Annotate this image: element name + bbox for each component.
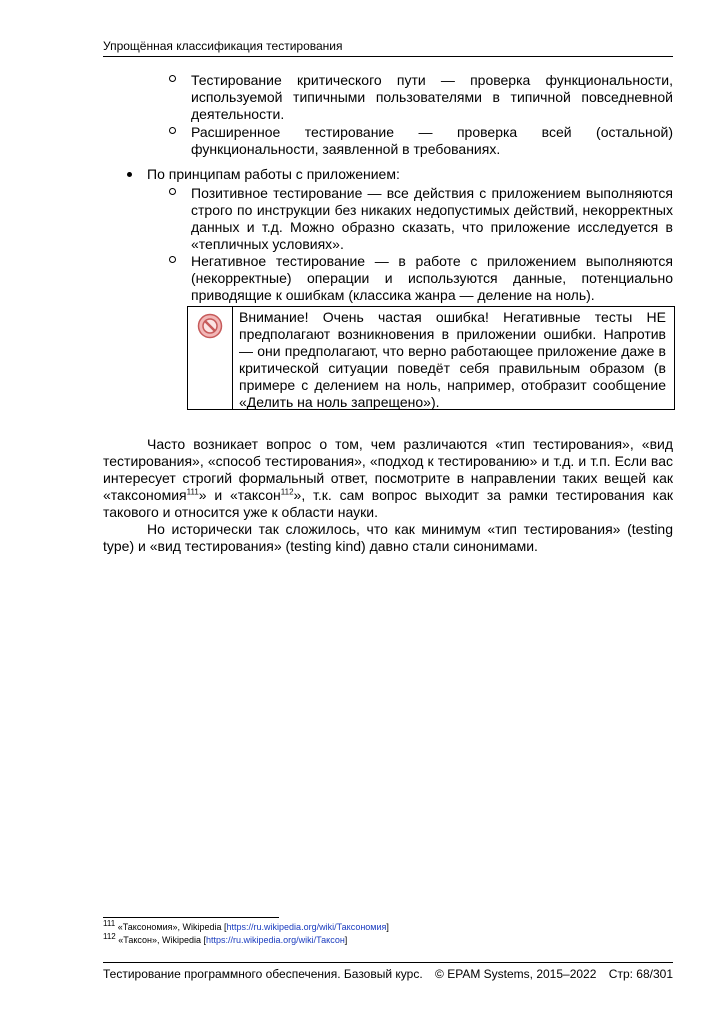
footer-page-number: Стр: 68/301 [608,967,673,981]
footnote-number: 111 [103,919,116,928]
footer-copyright: © EPAM Systems, 2015–2022 [435,967,597,981]
list-item-extended: Расширенное тестирование — проверка всей (остальной) функциональности, заявленной в требованиях. [191,124,673,157]
footnote-number: 112 [103,932,116,941]
paragraph-text: Часто возникает вопрос о том, чем различаются «тип тестирования», «вид тестирования», «способ тестирования», «подход к тестированию» и т.д. и т.п. Если вас интересует строгий формальный ответ, посмотрите в направлении таких вещей как «таксономия [103,436,673,503]
circle-bullet-icon [169,188,176,195]
footnote-text: «Таксон», Wikipedia [ [118,935,207,945]
warning-icon-cell [188,307,233,409]
header-title: Упрощённая классификация тестирования [103,39,343,53]
list-item [171,72,673,123]
prohibited-icon [197,313,223,339]
footnote-divider [103,917,279,918]
footer-course: Тестирование программного обеспечения. Базовый курс. [103,967,423,981]
footnote-112 [103,932,673,946]
paragraph-taxonomy [103,436,673,521]
circle-bullet-icon [169,127,176,134]
circle-bullet-icon [169,256,176,263]
footnote-bracket: ] [344,935,348,945]
warning-text: Внимание! Очень частая ошибка! Негативные тесты НЕ предполагают возникновения в приложении ошибки. Напротив — они предполагают, что верно работающее приложение даже в критической ситуации поведёт себя правильным образом (в примере с делением на ноль, например, отобразит сообщение «Делить на ноль запрещено»). [239,309,666,410]
page-footer [103,967,673,981]
list-item-negative: Негативное тестирование — в работе с приложением выполняются (некорректные) операции и используются данные, потенциально приводящие к ошибкам (классика жанра — деление на ноль). [191,253,673,303]
paragraph-text: » и «таксон [198,487,281,503]
paragraph-synonyms: Но исторически так сложилось, что как минимум «тип тестирования» (testing type) и «вид тестирования» (testing kind) давно стали синонимами. [103,521,673,554]
paragraph-text: », т.к. сам вопрос выходит за рамки тестирования как такового и относится уже к области науки. [103,487,673,520]
footer-divider [103,962,673,963]
warning-box [187,306,675,410]
list-item-principles: По принципам работы с приложением: [147,166,400,182]
footnote-bracket: ] [386,922,389,932]
page-header [103,39,673,57]
footnote-111 [103,919,673,933]
list-item [171,124,673,158]
footnote-link[interactable]: https://ru.wikipedia.org/wiki/Таксономия [226,922,387,932]
list-item [127,166,673,183]
list-item-positive: Позитивное тестирование — все действия с приложением выполняются строго по инструкции без никаких недопустимых действий, некорректных данных и т.д. Можно образно сказать, что приложение исследуется в «тепличных условиях». [191,185,673,252]
bullet-icon [127,172,132,177]
footnote-ref-111[interactable]: 111 [186,487,199,497]
list-item [171,185,673,253]
footnote-link[interactable]: https://ru.wikipedia.org/wiki/Таксон [206,935,345,945]
footnote-text: «Таксономия», Wikipedia [ [117,922,227,932]
list-item-critical-path: Тестирование критического пути — проверка функциональности, используемой типичными пользователями в типичной повседневной деятельности. [191,72,673,122]
footnote-ref-112[interactable]: 112 [280,487,294,497]
circle-bullet-icon [169,75,176,82]
list-item [171,253,673,304]
